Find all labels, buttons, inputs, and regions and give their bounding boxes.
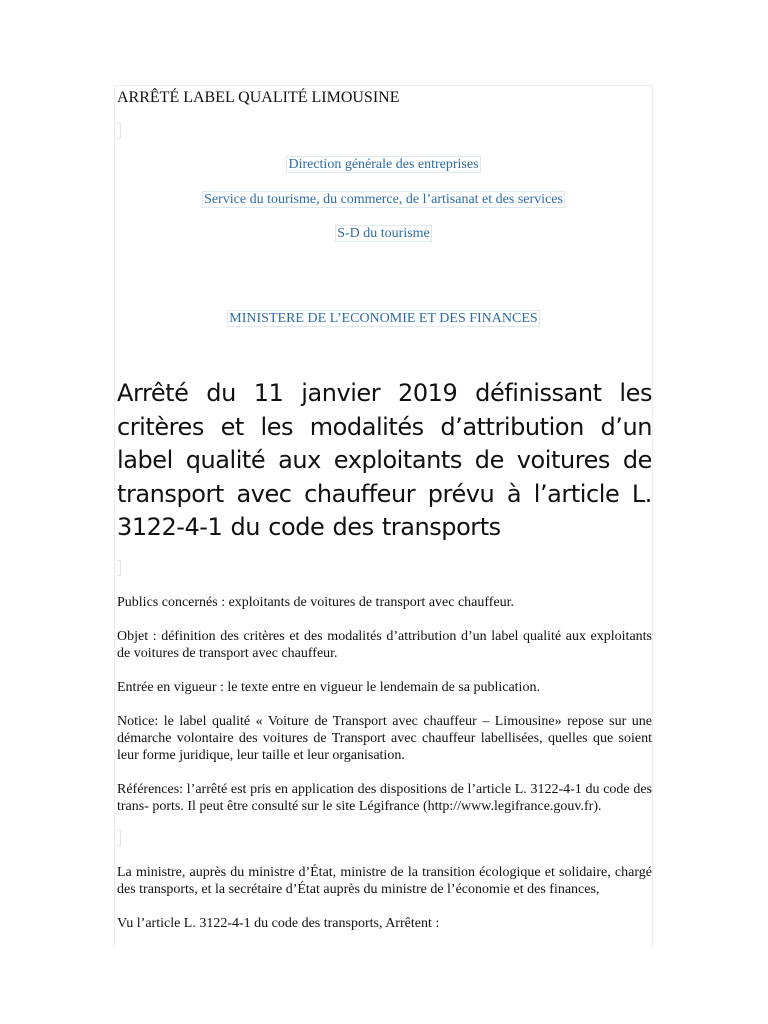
publics-paragraph: Publics concernés : exploitants de voitures de transport avec chauffeur. (117, 595, 515, 610)
service-text: Service du tourisme, du commerce, de l’artisanat et des services (204, 192, 563, 207)
direction-text: Direction générale des entreprises (288, 157, 479, 172)
objet-paragraph: Objet : définition des critères et des modalités d’attribution d’un label qualité aux exploitants de voitures de transport avec chauffeur. (117, 629, 652, 661)
paragraph-marker (117, 830, 121, 846)
subdirection-text: S-D du tourisme (337, 226, 430, 241)
ministry-line (115, 310, 652, 328)
vu-paragraph: Vu l’article L. 3122-4-1 du code des transports, Arrêtent : (117, 916, 440, 931)
paragraph-marker (117, 123, 121, 139)
document-page (114, 85, 653, 947)
paragraph-marker (117, 560, 121, 576)
references-paragraph: Références: l’arrêté est pris en application des dispositions de l’article L. 3122-4-1 du code des trans- ports. Il peut être consulté sur le site Légifrance (http://www.legifrance.gouv.fr). (117, 782, 652, 814)
document-title: ARRÊTÉ LABEL QUALITÉ LIMOUSINE (117, 89, 400, 106)
decree-heading: Arrêté du 11 janvier 2019 définissant les critères et les modalités d’attribution d’un label qualité aux exploitants de voitures de transport avec chauffeur prévu à l’article L. 3122-4-1 du code des transports (117, 379, 652, 541)
ministre-paragraph: La ministre, auprès du ministre d’État, ministre de la transition écologique et solidaire, chargé des transports, et la secrétaire d’État auprès du ministre de l’économie et des finances, (117, 865, 652, 897)
service-line (115, 191, 652, 209)
direction-line (115, 156, 652, 174)
subdirection-line (115, 225, 652, 243)
entree-paragraph: Entrée en vigueur : le texte entre en vigueur le lendemain de sa publication. (117, 680, 540, 695)
ministry-text: MINISTERE DE L’ECONOMIE ET DES FINANCES (229, 311, 538, 326)
notice-paragraph: Notice: le label qualité « Voiture de Transport avec chauffeur – Limousine» repose sur une démarche volontaire des voitures de Transport avec chauffeur labellisées, quelles que soient leur forme juridique, leur taille et leur organisation. (117, 714, 652, 763)
